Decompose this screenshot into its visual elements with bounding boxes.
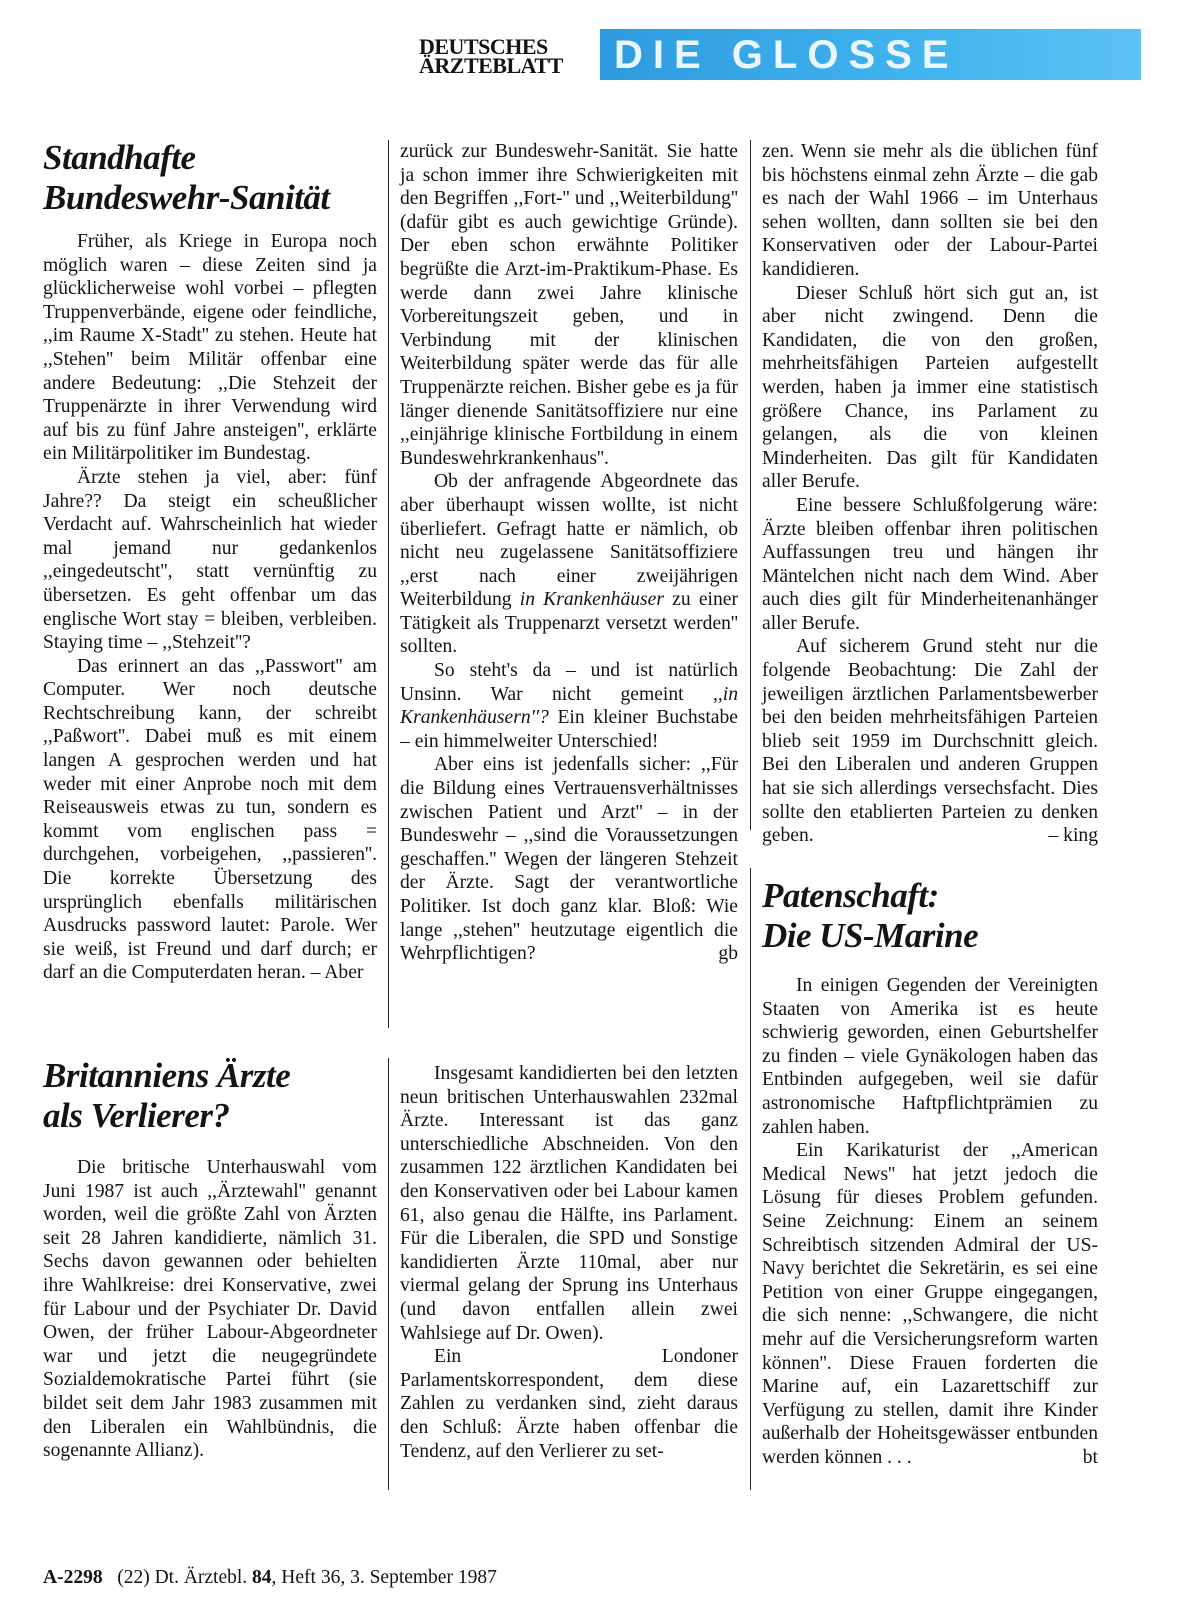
article1-paragraph: Ärzte stehen ja viel, aber: fünf Jahre?? Da steigt ein scheußlicher Verdacht auf. Wahrscheinlich hat wieder mal jemand nur gedankenlos ,,eingedeutscht'', statt vernünftig zu übersetzen. Es geht offenbar um das englische Wort stay = bleiben, verbleiben. Staying time – ,,Stehzeit''? xyxy=(43,466,377,654)
article2-paragraph: Insgesamt kandidierten bei den letzten neun britischen Unterhauswahlen 232mal Ärzte. Interessant ist das ganz unterschiedliche Abschneiden. Von den zusammen 122 ärztlichen Kandidaten bei den Konservativen oder bei Labour kamen 61, also genau die Hälfte, ins Parlament. Für die Liberalen, die SPD und Sonstige kandidierten Ärzte 110mal, aber nur viermal gelang der Sprung ins Unterhaus (und davon entfallen allein zwei Wahlsiege auf Dr. Owen). xyxy=(400,1063,738,1344)
article2-column1 xyxy=(43,1056,377,1463)
article2-paragraph: Dieser Schluß hört sich gut an, ist aber nicht zwingend. Denn die Kandidaten, die von den großen, mehrheitsfähigen Parteien aufgestellt werden, haben ja immer eine statistisch größere Chance, ins Parlament zu gelangen, als die von kleinen Minderheiten. Das gilt für Kandidaten aller Berufe. xyxy=(762,282,1098,493)
article1-title-line1: Standhafte xyxy=(43,138,196,177)
article2-column2 xyxy=(400,1062,738,1463)
article3-title xyxy=(762,876,1098,956)
footer-volume: 84 xyxy=(252,1567,272,1588)
article2-paragraph: zen. Wenn sie mehr als die üblichen fünf bis höchstens einmal zehn Ärzte – die gab es nach der Wahl 1966 – im Unterhaus sehen wollten, dann sollten sie bei den Konservativen oder der Labour-Partei kandidieren. xyxy=(762,141,1098,280)
column-rule xyxy=(750,868,751,1490)
publication-name xyxy=(419,34,594,78)
article1-paragraph: Ob der anfragende Abgeordnete das aber überhaupt wissen wollte, ist nicht überliefert. Gefragt hatte er nämlich, ob nicht neu zugelassene Sanitätsoffiziere ,,erst nach einer zweijährigen Weiterbildung in Krankenhäuser zu einer Tätigkeit als Truppenarzt versetzt werden'' sollten. xyxy=(400,471,738,658)
publication-name-line1: DEUTSCHES xyxy=(419,34,548,59)
article3-title-line1: Patenschaft: xyxy=(762,876,939,915)
page-footer xyxy=(43,1567,497,1589)
masthead xyxy=(419,29,1141,80)
article2-paragraph: Eine bessere Schlußfolgerung wäre: Ärzte bleiben offenbar ihren politischen Auffassungen treu und hängen ihr Mäntelchen nicht nach dem Wind. Aber auch dies gilt für Minderheitenanhänger aller Berufe. xyxy=(762,494,1098,634)
article3-paragraph: In einigen Gegenden der Vereinigten Staaten von Amerika ist es heute schwierig geworden, einen Geburtshelfer zu finden – viele Gynäkologen haben das Entbinden aufgegeben, weil sie dafür astronomische Haftpflichtprämien zu zahlen haben. xyxy=(762,975,1098,1138)
article1-paragraph: So steht's da – und ist natürlich Unsinn. War nicht gemeint ,,in Krankenhäusern''? Ein kleiner Buchstabe – ein himmelweiter Unterschied! xyxy=(400,660,738,752)
article1-title xyxy=(43,138,377,218)
emphasis: ,,in Krankenhäusern''? xyxy=(400,683,738,729)
column-rule xyxy=(388,140,389,1028)
footer-details: (22) Dt. Ärztebl. xyxy=(117,1567,253,1588)
article3-paragraph: Ein Karikaturist der ,,American Medical News'' hat jetzt jedoch die Lösung für dieses Problem gefunden. Seine Zeichnung: Einem an seinem Schreibtisch sitzenden Admiral der US-Navy berichtet die Sekretärin, es sei eine Petition von einer Gruppe eingegangen, die sich nenne: ,,Schwangere, die nicht mehr auf die Versicherungsreform warten können''. Diese Frauen forderten die Marine auf, ein Lazarettschiff zur Verfügung zu stellen, damit ihre Kinder außerhalb der Hoheitsgewässer entbunden werden können . . . bt xyxy=(762,1140,1098,1468)
footer-issue: , Heft 36, 3. September 1987 xyxy=(271,1567,497,1588)
article1-title-line2: Bundeswehr-Sanität xyxy=(43,178,330,217)
section-banner xyxy=(600,29,1141,80)
article2-signature: – king xyxy=(1048,825,1098,847)
article2-title xyxy=(43,1056,377,1136)
article2-paragraph: Ein Londoner Parlamentskorrespondent, dem diese Zahlen zu verdanken sind, zieht daraus den Schluß: Ärzte haben offenbar die Tendenz, auf den Verlierer zu set- xyxy=(400,1346,738,1462)
section-title: DIE GLOSSE xyxy=(614,33,959,77)
article2-title-line1: Britanniens Ärzte xyxy=(43,1056,291,1095)
article2-title-line2: als Verlierer? xyxy=(43,1096,230,1135)
article1-column1 xyxy=(43,138,377,985)
article3-signature: bt xyxy=(1082,1446,1098,1468)
article1-paragraph: zurück zur Bundeswehr-Sanität. Sie hatte ja schon immer ihre Schwierigkeiten mit den Begriffen ,,Fort-'' und ,,Weiterbildung'' (dafür gibt es auch gewichtige Gründe). Der eben schon erwähnte Politiker begrüßte die Arzt-im-Praktikum-Phase. Es werde dann zwei Jahre klinische Vorbereitungszeit geben, und in Verbindung mit der klinischen Weiterbildung später werde das für alle Truppenärzte reichen. Bisher gebe es ja für länger dienende Sanitätsoffiziere nur eine ,,einjährige klinische Fortbildung in einem Bundeswehrkrankenhaus''. xyxy=(400,141,738,469)
article1-column2 xyxy=(400,140,738,966)
publication-name-line2: ÄRZTEBLATT xyxy=(419,53,563,78)
page-number: A-2298 xyxy=(43,1567,103,1588)
column-rule xyxy=(750,140,751,830)
article2-column3 xyxy=(762,140,1098,848)
article2-paragraph: Auf sicherem Grund steht nur die folgende Beobachtung: Die Zahl der jeweiligen ärztlichen Parlamentsbewerber bei den beiden mehrheitsfähigen Parteien blieb seit 1959 im Durchschnitt gleich. Bei den Liberalen und anderen Gruppen hat sie sich allerdings versechsfacht. Dies sollte den etablierten Parteien zu denken geben. – king xyxy=(762,636,1098,847)
article3-title-line2: Die US-Marine xyxy=(762,916,979,955)
article1-paragraph: Früher, als Kriege in Europa noch möglich waren – diese Zeiten sind ja glücklicherweise wohl vorbei – pflegten Truppenverbände, eigene oder feindliche, ,,im Raume X-Stadt'' zu stehen. Heute hat ,,Stehen'' beim Militär offenbar eine andere Bedeutung: ,,Die Stehzeit der Truppenärzte in ihrer Verwendung wird auf bis zu fünf Jahre ansteigen'', erklärte ein Militärpolitiker im Bundestag. xyxy=(43,231,377,465)
article1-signature: gb xyxy=(718,943,738,965)
emphasis: in Krankenhäuser xyxy=(519,589,665,611)
article3-column xyxy=(762,876,1098,1469)
article1-paragraph: Das erinnert an das ,,Passwort'' am Computer. Wer noch deutsche Rechtschreibung kann, der schreibt ,,Paßwort''. Dabei muß es mit einem langen A gesprochen werden und hat weder mit einer Anprobe noch mit dem Reiseausweis etwas zu tun, sondern es kommt vom englischen pass = durchgehen, vorbeigehen, ,,passieren''. Die korrekte Übersetzung des ursprünglich ebenfalls militärischen Ausdrucks password lautet: Parole. Wer sie weiß, ist Freund und darf durch; er darf an die Computerdaten heran. – Aber xyxy=(43,655,377,984)
column-rule xyxy=(388,1058,389,1490)
article1-paragraph: Aber eins ist jedenfalls sicher: ,,Für die Bildung eines Vertrauensverhältnisses zwischen Patient und Arzt'' – in der Bundeswehr – ,,sind die Voraussetzungen geschaffen.'' Wegen der längeren Stehzeit der Ärzte. Sagt der verantwortliche Politiker. Ist doch ganz klar. Bloß: Wie lange ,,stehen'' heutzutage eigentlich die Wehrpflichtigen? gb xyxy=(400,754,738,965)
article2-paragraph: Die britische Unterhauswahl vom Juni 1987 ist auch ,,Ärztewahl'' genannt worden, weil die größte Zahl von Ärzten seit 28 Jahren kandidierte, nämlich 31. Sechs davon gewannen oder behielten ihre Wahlkreise: drei Konservative, zwei für Labour und der Psychiater Dr. David Owen, der früher Labour-Abgeordneter war und jetzt die neugegründete Sozialdemokratische Partei führt (sie bildet seit dem Jahr 1983 zusammen mit den Liberalen ein Wahlbündnis, die sogenannte Allianz). xyxy=(43,1157,377,1462)
